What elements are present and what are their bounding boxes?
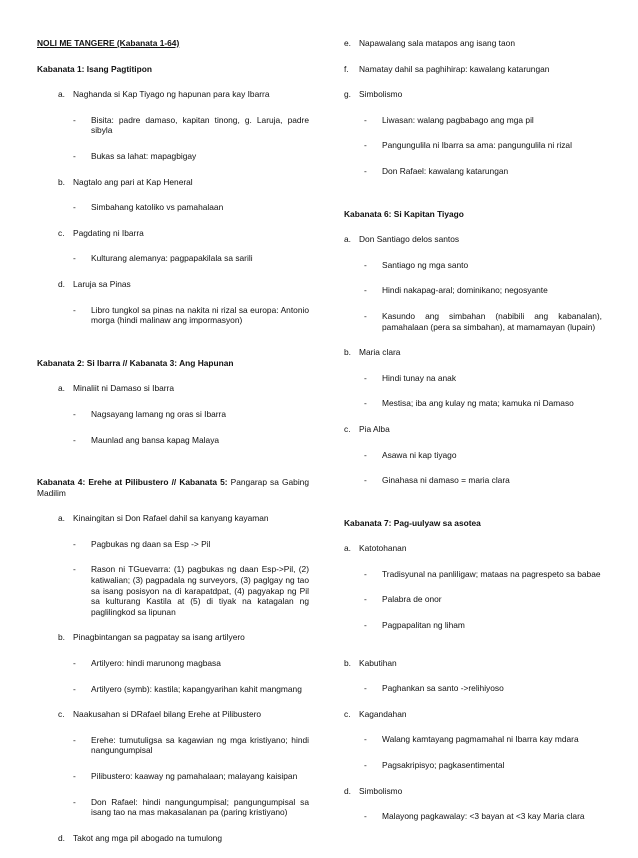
- item-label: d.: [58, 278, 65, 289]
- sub-item: [37, 771, 309, 782]
- dash-bullet: -: [73, 658, 76, 669]
- item-label: c.: [58, 709, 65, 720]
- list-item: [37, 833, 309, 844]
- item-text: Katotohanan: [359, 543, 407, 554]
- list-item: [344, 543, 602, 554]
- dash-bullet: -: [73, 771, 76, 781]
- spacer: [344, 646, 602, 658]
- item-label: b.: [344, 657, 351, 668]
- item-text: Pagdating ni Ibarra: [73, 227, 144, 238]
- dash-bullet: -: [73, 202, 76, 213]
- sub-item-text: Tradisyunal na panliligaw; mataas na pagrespeto sa babae: [382, 568, 601, 579]
- item-label: f.: [344, 63, 349, 74]
- sub-item-text: Rason ni TGuevarra: (1) pagbukas ng daan Esp->Pil, (2) katiwalian; (3) pagpadala ng surveyors, (3) paglgay ng tao sa isang posisyon na di karapatdpat, (4) pagyakap ng Pil sa kulturang Kastila at (5) di tiyak na katagalan ng paglilingkod sa lipunan: [91, 564, 309, 617]
- sub-item: [344, 140, 602, 151]
- list-item: [37, 383, 309, 394]
- sub-item: [37, 539, 309, 550]
- item-label: c.: [344, 708, 351, 719]
- item-text: Simbolismo: [359, 89, 403, 100]
- sub-item-text: Liwasan: walang pagbabago ang mga pil: [382, 114, 534, 125]
- left-column: [37, 38, 309, 858]
- item-label: c.: [58, 227, 65, 238]
- sub-item-text: Kasundo ang simbahan (nabibili ang kabanalan), pamahalaan (pera sa simbahan), at mamamayan (lupain): [382, 310, 602, 332]
- item-text: Naghanda si Kap Tiyago ng hapunan para kay Ibarra: [73, 89, 270, 100]
- sub-item: [344, 260, 602, 271]
- sub-item-text: Artilyero (symb): kastila; kapangyarihan kahit mangmang: [91, 683, 302, 694]
- list-item: [37, 279, 309, 290]
- sub-item: [344, 683, 602, 694]
- dash-bullet: -: [364, 140, 367, 151]
- spacer: [37, 341, 309, 358]
- dash-bullet: -: [364, 683, 367, 694]
- right-column: [344, 38, 602, 837]
- sub-item: [344, 115, 602, 126]
- item-label: a.: [58, 89, 65, 100]
- sub-item: [37, 658, 309, 669]
- item-label: e.: [344, 38, 351, 48]
- sub-item: [344, 311, 602, 332]
- sub-item: [344, 285, 602, 296]
- dash-bullet: -: [364, 259, 367, 270]
- chapter-1-title: Kabanata 1: Isang Pagtitipon: [37, 63, 152, 74]
- item-label: g.: [344, 89, 351, 100]
- item-text: Pinagbintangan sa pagpatay sa isang artilyero: [73, 632, 245, 643]
- list-item: [37, 228, 309, 239]
- spacer: [344, 192, 602, 209]
- chapter-6-title: Kabanata 6: Si Kapitan Tiyago: [344, 208, 464, 219]
- sub-item: [37, 305, 309, 326]
- sub-item: [344, 398, 602, 409]
- spacer: [37, 460, 309, 477]
- sub-item: [344, 594, 602, 605]
- sub-item: [37, 435, 309, 446]
- item-text: Namatay dahil sa paghihirap: kawalang katarungan: [359, 63, 550, 74]
- list-item: [344, 786, 602, 797]
- item-text: Simbolismo: [359, 785, 403, 796]
- sub-item: [37, 684, 309, 695]
- item-text: Pia Alba: [359, 423, 390, 434]
- dash-bullet: -: [364, 594, 367, 605]
- list-item: [344, 658, 602, 669]
- sub-item: [344, 760, 602, 771]
- sub-item-text: Malayong pagkawalay: <3 bayan at <3 kay Maria clara: [382, 811, 585, 822]
- sub-item-text: Palabra de onor: [382, 594, 442, 605]
- sub-item-text: Libro tungkol sa pinas na nakita ni rizal sa europa: Antonio morga (hindi malinaw ang impormasyon): [91, 304, 309, 326]
- sub-item-text: Bukas sa lahat: mapagbigay: [91, 150, 197, 161]
- sub-item: [344, 620, 602, 631]
- item-text: Takot ang mga pil abogado na tumulong: [73, 832, 222, 843]
- dash-bullet: -: [364, 568, 367, 579]
- document-title: NOLI ME TANGERE (Kabanata 1-64): [37, 38, 180, 48]
- dash-bullet: -: [73, 253, 76, 264]
- sub-item-text: Paghankan sa santo ->relihiyoso: [382, 683, 504, 694]
- chapter-4-title-bold: Kabanata 4: Erehe at Pilibustero // Kabanata 5:: [37, 477, 228, 488]
- item-label: d.: [58, 832, 65, 843]
- dash-bullet: -: [364, 760, 367, 771]
- sub-item-text: Artilyero: hindi marunong magbasa: [91, 658, 221, 669]
- item-label: a.: [58, 513, 65, 524]
- dash-bullet: -: [364, 620, 367, 631]
- dash-bullet: -: [364, 165, 367, 176]
- dash-bullet: -: [364, 310, 367, 321]
- sub-item: [344, 450, 602, 461]
- dash-bullet: -: [364, 811, 367, 822]
- sub-item: [344, 734, 602, 745]
- sub-item: [37, 115, 309, 136]
- item-label: a.: [344, 234, 351, 245]
- item-text: Laruja sa Pinas: [73, 278, 131, 289]
- sub-item-text: Pagsakripisyo; pagkasentimental: [382, 760, 505, 771]
- sub-item-text: Don Rafael: hindi nangungumpisal; pangungumpisal sa isang tao na mas makasalanan pa (paring kristiyano): [91, 796, 309, 818]
- dash-bullet: -: [364, 285, 367, 296]
- list-item: [344, 234, 602, 245]
- spacer: [344, 501, 602, 518]
- dash-bullet: -: [73, 538, 76, 549]
- sub-item-text: Bisita: padre damaso, kapitan tinong, g. Laruja, padre sibyla: [91, 114, 309, 136]
- sub-item-text: Asawa ni kap tiyago: [382, 449, 457, 460]
- sub-item-text: Don Rafael: kawalang katarungan: [382, 165, 509, 176]
- sub-item-text: Kulturang alemanya: pagpapakilala sa sarili: [91, 253, 253, 264]
- dash-bullet: -: [364, 398, 367, 409]
- dash-bullet: -: [364, 114, 367, 125]
- list-item: [344, 347, 602, 358]
- sub-item-text: Mestisa; iba ang kulay ng mata; kamuka ni Damaso: [382, 398, 574, 409]
- list-item: [37, 89, 309, 100]
- item-label: c.: [344, 423, 351, 434]
- item-text: Kabutihan: [359, 657, 397, 668]
- chapter-7-title: Kabanata 7: Pag-uulyaw sa asotea: [344, 517, 481, 528]
- sub-item-text: Santiago ng mga santo: [382, 259, 469, 270]
- sub-item: [37, 409, 309, 420]
- dash-bullet: -: [73, 114, 76, 125]
- sub-item-text: Hindi nakapag-aral; dominikano; negosyante: [382, 285, 548, 296]
- list-item: [37, 177, 309, 188]
- chapter-4-title-plain: Pangarap sa Gabing Madilim: [37, 477, 309, 498]
- dash-bullet: -: [73, 564, 76, 575]
- dash-bullet: -: [364, 449, 367, 460]
- sub-item: [37, 202, 309, 213]
- item-text: Nagtalo ang pari at Kap Heneral: [73, 176, 193, 187]
- item-label: a.: [58, 383, 65, 394]
- sub-item-text: Hindi tunay na anak: [382, 372, 457, 383]
- item-text: Kinaingitan si Don Rafael dahil sa kanyang kayaman: [73, 513, 269, 524]
- dash-bullet: -: [73, 796, 76, 807]
- list-item: [37, 513, 309, 524]
- list-item: [344, 709, 602, 720]
- sub-item: [37, 797, 309, 818]
- dash-bullet: -: [73, 150, 76, 161]
- list-item: [37, 709, 309, 720]
- item-text: Minaliit ni Damaso si Ibarra: [73, 383, 174, 394]
- sub-item-text: Pangungulila ni Ibarra sa ama: pangungulila ni rizal: [382, 140, 572, 151]
- sub-item: [37, 151, 309, 162]
- sub-item-text: Erehe: tumutuligsa sa kagawian ng mga kristiyano; hindi nangungumpisal: [91, 734, 309, 756]
- item-label: b.: [58, 176, 65, 187]
- dash-bullet: -: [73, 408, 76, 419]
- sub-item: [344, 811, 602, 822]
- list-item: [37, 632, 309, 643]
- chapter-2-title: Kabanata 2: Si Ibarra // Kabanata 3: Ang Hapunan: [37, 357, 234, 368]
- dash-bullet: -: [364, 734, 367, 745]
- dash-bullet: -: [364, 372, 367, 383]
- chapter-4-title: [37, 477, 309, 498]
- list-item: [344, 64, 602, 75]
- sub-item-text: Ginahasa ni damaso = maria clara: [382, 475, 510, 486]
- item-text: Napawalang sala matapos ang isang taon: [359, 38, 515, 48]
- item-text: Don Santiago delos santos: [359, 234, 460, 245]
- sub-item-text: Walang kamtayang pagmamahal ni Ibarra kay mdara: [382, 734, 579, 745]
- dash-bullet: -: [73, 734, 76, 745]
- dash-bullet: -: [73, 434, 76, 445]
- list-item: [344, 38, 602, 49]
- sub-item: [344, 166, 602, 177]
- sub-item: [37, 735, 309, 756]
- sub-item-text: Nagsayang lamang ng oras si Ibarra: [91, 408, 227, 419]
- sub-item-text: Pagbukas ng daan sa Esp -> Pil: [91, 538, 211, 549]
- dash-bullet: -: [73, 304, 76, 315]
- item-label: b.: [58, 632, 65, 643]
- sub-item: [344, 475, 602, 486]
- sub-item-text: Pilibustero: kaaway ng pamahalaan; malayang kaisipan: [91, 771, 298, 781]
- sub-item-text: Simbahang katoliko vs pamahalaan: [91, 202, 224, 213]
- item-text: Kagandahan: [359, 708, 407, 719]
- sub-item: [344, 373, 602, 384]
- dash-bullet: -: [364, 475, 367, 486]
- item-label: b.: [344, 347, 351, 358]
- sub-item: [344, 569, 602, 580]
- item-label: d.: [344, 785, 351, 796]
- item-text: Naakusahan si DRafael bilang Erehe at Pilibustero: [73, 709, 262, 720]
- item-label: a.: [344, 543, 351, 554]
- sub-item-text: Pagpapalitan ng liham: [382, 620, 465, 631]
- dash-bullet: -: [73, 683, 76, 694]
- sub-item-text: Maunlad ang bansa kapag Malaya: [91, 434, 220, 445]
- item-text: Maria clara: [359, 347, 401, 358]
- list-item: [344, 89, 602, 100]
- list-item: [344, 424, 602, 435]
- sub-item: [37, 564, 309, 617]
- sub-item: [37, 253, 309, 264]
